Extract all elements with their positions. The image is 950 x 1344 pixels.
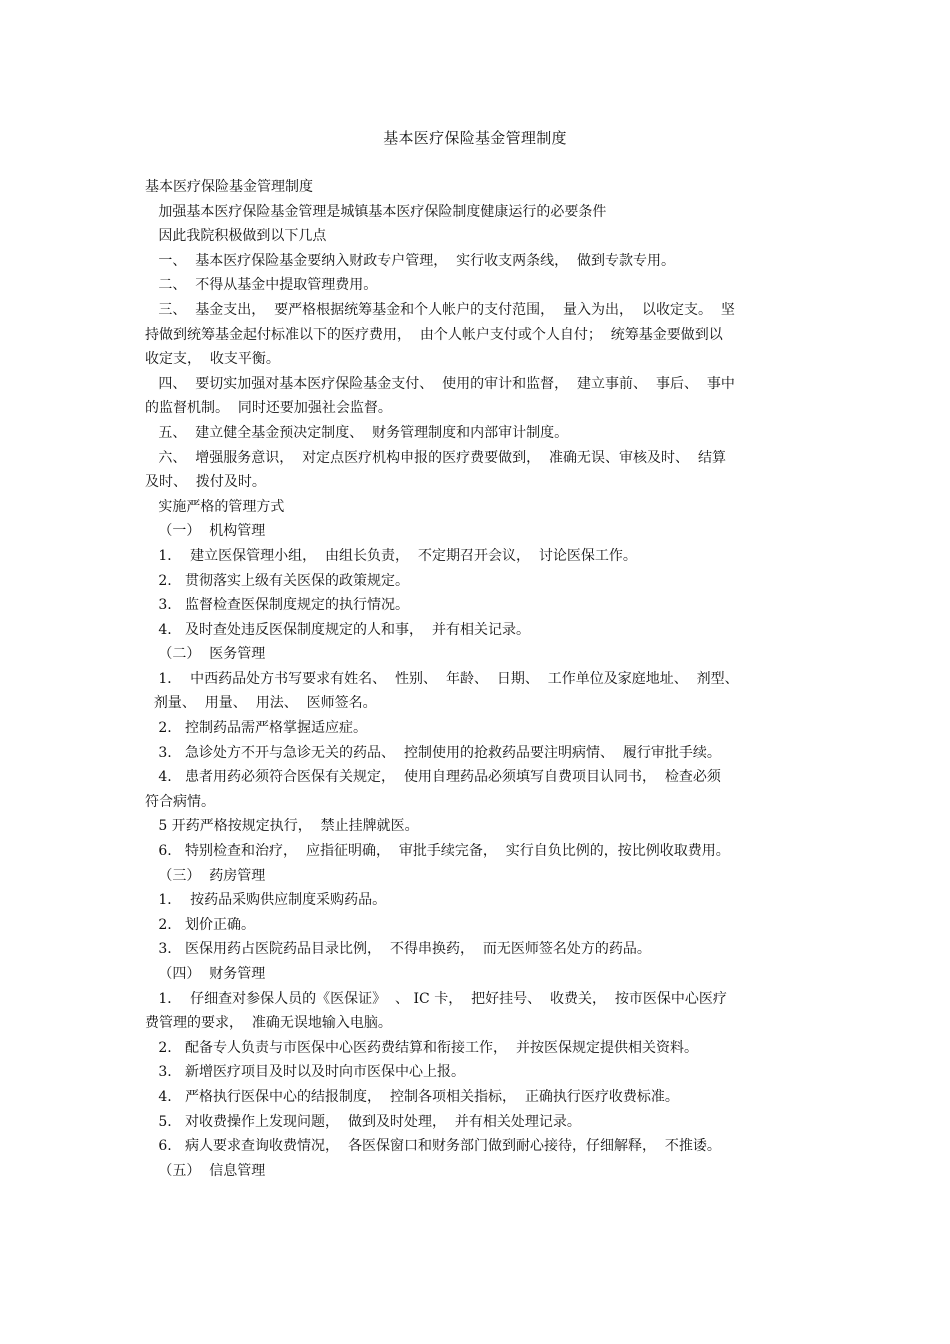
text-line: 5. 对收费操作上发现问题， 做到及时处理， 并有相关处理记录。 xyxy=(145,1113,581,1130)
text-line: 四、 要切实加强对基本医疗保险基金支付、 使用的审计和监督， 建立事前、 事后、 事中 xyxy=(145,375,735,392)
text-line: 五、 建立健全基金预决定制度、 财务管理制度和内部审计制度。 xyxy=(145,424,569,441)
text-line: 1． 按药品采购供应制度采购药品。 xyxy=(145,892,387,909)
text-line: 4. 严格执行医保中心的结报制度， 控制各项相关指标， 正确执行医疗收费标准。 xyxy=(145,1088,679,1105)
text-line: 加强基本医疗保险基金管理是城镇基本医疗保险制度健康运行的必要条件 xyxy=(145,203,607,220)
text-line: （四） 财务管理 xyxy=(145,966,266,982)
text-line: 2. 贯彻落实上级有关医保的政策规定。 xyxy=(145,572,410,589)
text-line: 1． 中西药品处方书写要求有姓名、 性别、 年龄、 日期、 工作单位及家庭地址、 剂型、 xyxy=(145,670,739,687)
text-line: 费管理的要求， 准确无误地输入电脑。 xyxy=(145,1015,392,1032)
text-line: 及时、 拨付及时。 xyxy=(145,474,266,491)
text-line: （二） 医务管理 xyxy=(145,646,266,663)
text-line: 的监督机制。 同时还要加强社会监督。 xyxy=(145,400,392,417)
text-line: 一、 基本医疗保险基金要纳入财政专户管理， 实行收支两条线， 做到专款专用。 xyxy=(145,252,676,269)
text-line: （一） 机构管理 xyxy=(145,523,266,540)
text-line: （三） 药房管理 xyxy=(145,867,266,884)
text-line: 6. 特别检查和治疗， 应指征明确， 审批手续完备， 实行自负比例的，按比例收取费用。 xyxy=(145,843,730,860)
text-line: 2. 划价正确。 xyxy=(145,916,256,933)
text-line: （五） 信息管理 xyxy=(145,1162,266,1179)
text-line: 1． 仔细查对参保人员的《医保证》 、 IC 卡， 把好挂号、 收费关， 按市医保中心医疗 xyxy=(145,990,727,1007)
document-body xyxy=(145,175,810,1183)
text-line: 符合病情。 xyxy=(145,793,215,810)
text-line: 剂量、 用量、 用法、 医师签名。 xyxy=(145,695,377,712)
text-line: 2. 配备专人负责与市医保中心医药费结算和衔接工作， 并按医保规定提供相关资料。 xyxy=(145,1039,698,1056)
text-line: 基本医疗保险基金管理制度 xyxy=(145,179,313,195)
text-line: 六、 增强服务意识， 对定点医疗机构申报的医疗费要做到， 准确无误、审核及时、 结算 xyxy=(145,449,726,466)
text-line: 2. 控制药品需严格掌握适应症。 xyxy=(145,720,368,737)
text-line: 三、 基金支出， 要严格根据统筹基金和个人帐户的支付范围， 量入为出， 以收定支。 坚 xyxy=(145,301,735,318)
text-line: 持做到统筹基金起付标准以下的医疗费用， 由个人帐户支付或个人自付； 统筹基金要做到以 xyxy=(145,326,723,343)
text-line: 3. 医保用药占医院药品目录比例， 不得串换药， 而无医师签名处方的药品。 xyxy=(145,941,651,958)
text-line: 3. 新增医疗项目及时以及时向市医保中心上报。 xyxy=(145,1064,466,1081)
text-line: 因此我院积极做到以下几点 xyxy=(145,228,327,245)
text-line: 二、 不得从基金中提取管理费用。 xyxy=(145,277,378,294)
document-title: 基本医疗保险基金管理制度 xyxy=(383,129,567,147)
text-line: 3. 急诊处方不开与急诊无关的药品、 控制使用的抢救药品要注明病情、 履行审批手续。 xyxy=(145,744,721,761)
text-line: 1． 建立医保管理小组， 由组长负责， 不定期召开会议， 讨论医保工作。 xyxy=(145,547,637,564)
text-line: 4. 患者用药必须符合医保有关规定， 使用自理药品必须填写自费项目认同书， 检查必须 xyxy=(145,769,721,786)
text-line: 5 开药严格按规定执行， 禁止挂牌就医。 xyxy=(145,818,419,835)
text-line: 4. 及时查处违反医保制度规定的人和事， 并有相关记录。 xyxy=(145,621,530,638)
text-line: 6. 病人要求查询收费情况， 各医保窗口和财务部门做到耐心接待，仔细解释， 不推诿。 xyxy=(145,1138,721,1155)
text-line: 实施严格的管理方式 xyxy=(145,498,285,515)
text-line: 3. 监督检查医保制度规定的执行情况。 xyxy=(145,597,410,614)
text-line: 收定支， 收支平衡。 xyxy=(145,351,280,368)
